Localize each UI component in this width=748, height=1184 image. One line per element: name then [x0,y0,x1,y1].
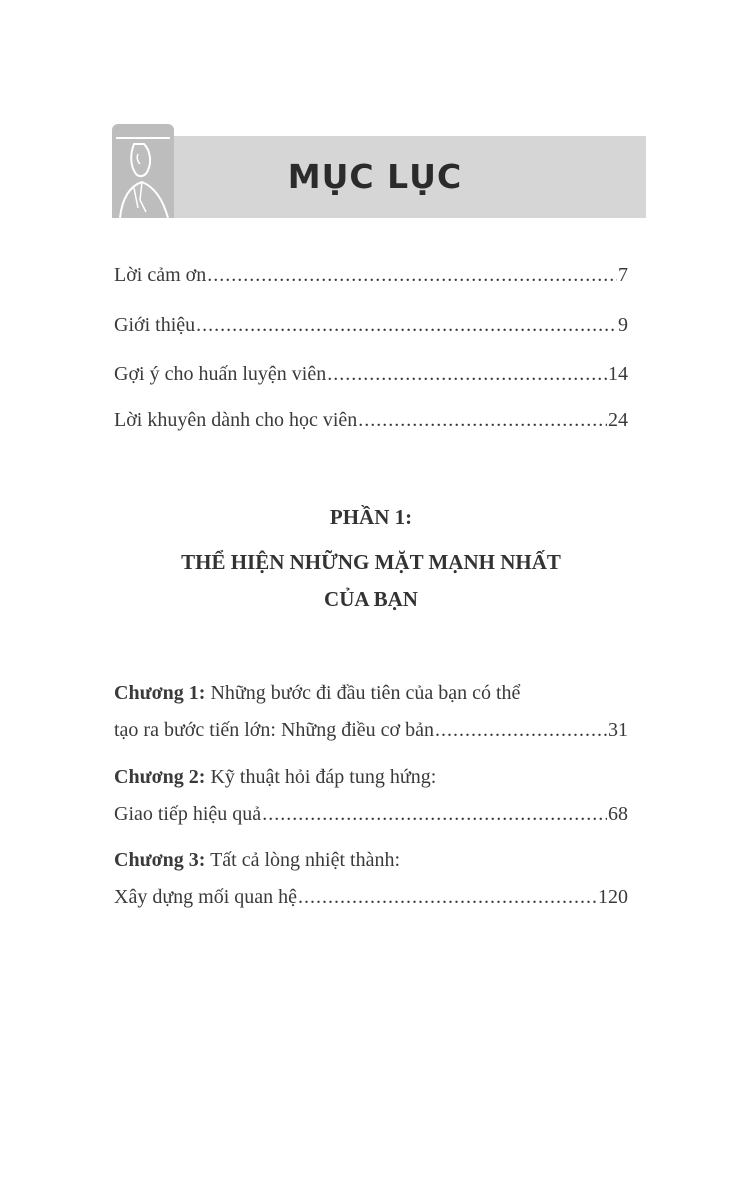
chapter-title: Những bước đi đầu tiên của bạn có thể [205,682,521,704]
chapter-page: 68 [608,803,628,825]
dot-leader [327,362,607,386]
toc-entry[interactable] [114,313,628,337]
silhouette-figure-icon [112,124,174,218]
page-title: MỤC LỤC [287,157,463,196]
toc-entry-page: 14 [608,363,628,385]
chapter-label: Chương 3: [114,849,206,871]
toc-entry[interactable] [114,362,628,386]
dot-leader [262,802,607,826]
part-title-line: THỂ HIỆN NHỮNG MẶT MẠNH NHẤT [181,550,561,574]
chapter-label: Chương 2: [114,766,206,788]
dot-leader [207,263,617,287]
dot-leader [196,313,617,337]
chapter-title-cont: Giao tiếp hiệu quả [114,803,262,825]
dot-leader [298,885,597,909]
chapter-title: Kỹ thuật hỏi đáp tung hứng: [205,766,437,788]
part-label: PHẦN 1: [329,505,413,529]
chapter-entry[interactable] [114,848,628,909]
toc-entry-text: Giới thiệu [114,314,196,336]
chapter-title: Tất cả lòng nhiệt thành: [205,849,401,871]
dot-leader [358,408,607,432]
toc-entry-page: 9 [618,314,628,336]
chapter-page: 31 [608,719,628,741]
dot-leader [435,718,607,742]
chapter-title-cont: Xây dựng mối quan hệ [114,886,298,908]
toc-entry-page: 7 [618,264,628,286]
toc-entry-text: Lời khuyên dành cho học viên [114,409,358,431]
chapter-title-cont: tạo ra bước tiến lớn: Những điều cơ bản [114,719,434,741]
toc-entry-text: Lời cảm ơn [114,264,207,286]
part-title-line: CỦA BẠN [324,587,418,611]
chapter-entry[interactable] [114,765,628,826]
toc-entry[interactable] [114,408,628,432]
toc-entry[interactable] [114,263,628,287]
toc-entry-text: Gợi ý cho huấn luyện viên [114,363,327,385]
toc-entry-page: 24 [608,409,628,431]
chapter-page: 120 [598,886,628,908]
chapter-entry[interactable] [114,681,628,742]
chapter-label: Chương 1: [114,682,206,704]
